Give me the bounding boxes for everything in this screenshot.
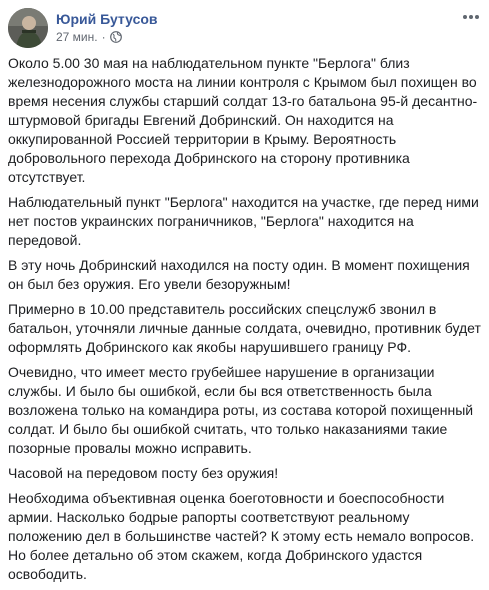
paragraph-7: Необходима объективная оценка боеготовности и боеспособности армии. Насколько бодрые рапорты соответствуют реальному положению дел в большинстве частей? К этому есть немало вопросов. Но более детально об этом скажем, когда Добринского удастся освободить. [8, 490, 475, 582]
avatar-image [8, 8, 48, 48]
paragraph-1: Около 5.00 30 мая на наблюдательном пункте "Берлога" близ железнодорожного моста на линии контроля с Крымом был похищен во время несения службы старший солдат 13-го батальона 95-й десантно-штурмовой бригады Евгений Добринский. Он находится на оккупированной Россией территории в Крыму. Вероятность добровольного перехода Добринского на сторону противника отсутствует. [8, 55, 478, 185]
post-header [8, 8, 481, 48]
post-text [8, 54, 481, 590]
meta-separator: · [101, 30, 106, 44]
paragraph-3: В эту ночь Добринский находился на посту один. В момент похищения он был без оружия. Его увели безоружным! [8, 257, 470, 292]
post-timestamp[interactable]: 27 мин. [56, 30, 98, 44]
paragraph-4: Примерно в 10.00 представитель российских спецслужб звонил в батальон, уточняли личные данные солдата, очевидно, противник будет оформлять Добринского как якобы нарушившего границу РФ. [8, 301, 481, 355]
author-name[interactable]: Юрий Бутусов [56, 11, 158, 27]
paragraph-5: Очевидно, что имеет место грубейшее нарушение в организации службы. И было бы ошибкой, если бы вся ответственность была возложена только на командира роты, из состава которой похищенный солдат. И было бы ошибкой считать, что только наказаниями такие позорные провалы можно исправить. [8, 364, 474, 456]
paragraph-2: Наблюдательный пункт "Берлога" находится на участке, где перед ними нет постов украинских пограничников, "Берлога" находится на передовой. [8, 194, 479, 248]
avatar[interactable] [8, 8, 48, 48]
globe-icon [110, 31, 122, 43]
post-meta [56, 30, 122, 44]
more-options-icon[interactable] [461, 10, 481, 24]
paragraph-6: Часовой на передовом посту без оружия! [8, 465, 279, 481]
